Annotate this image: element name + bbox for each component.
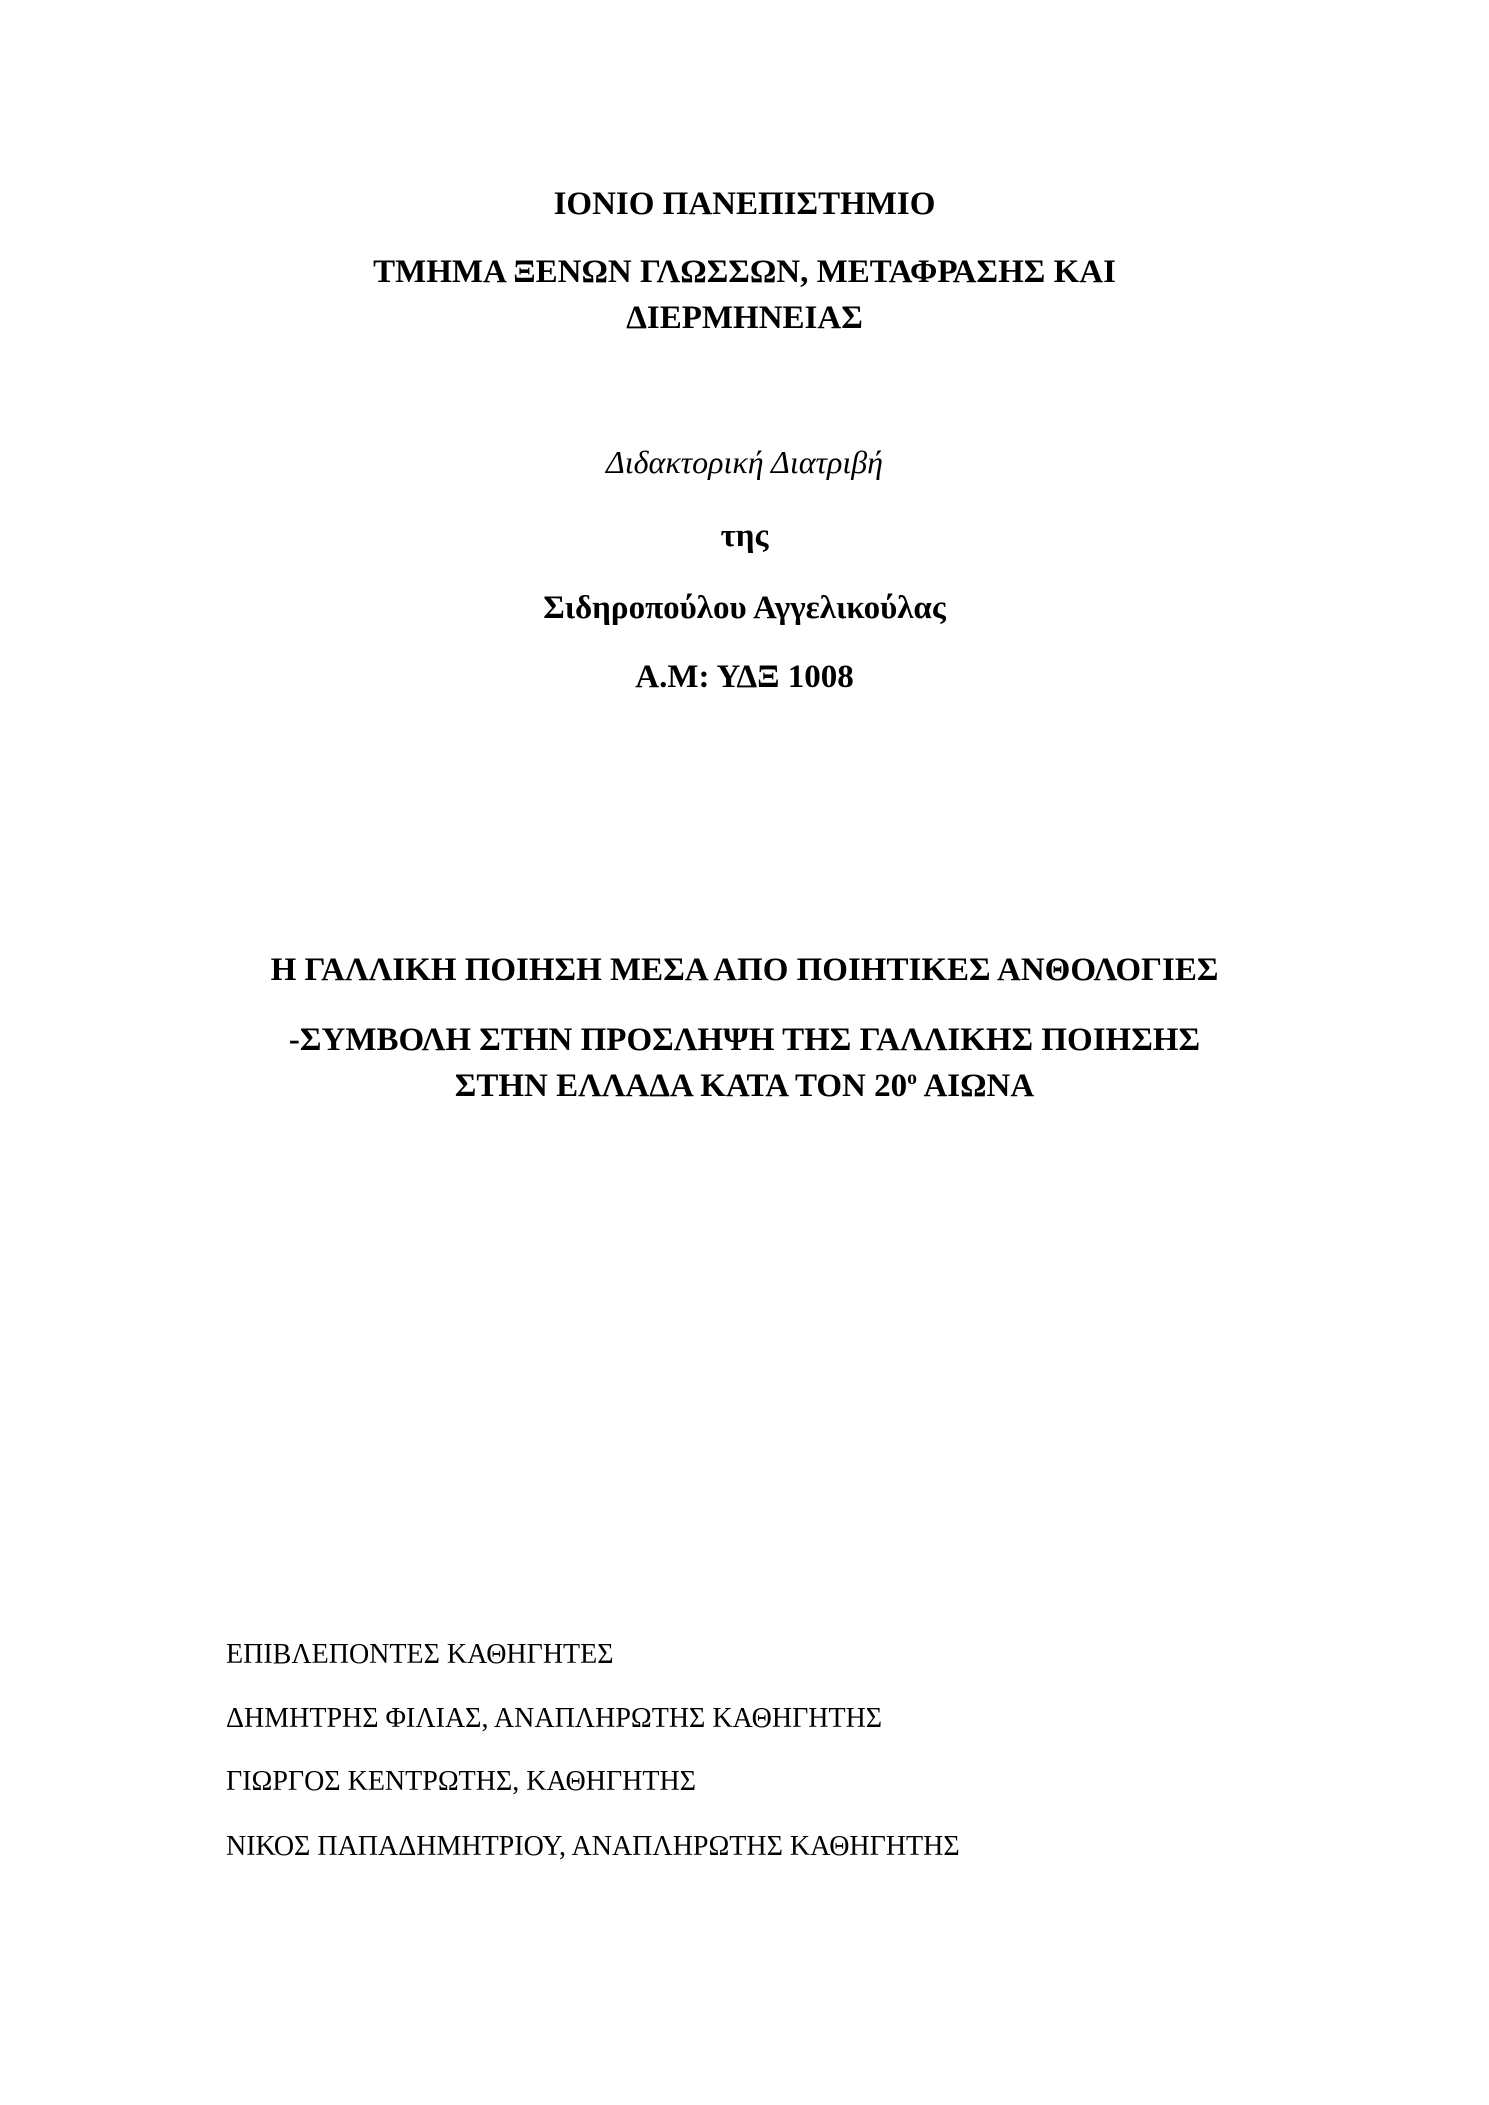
thesis-title-line-1: Η ΓΑΛΛΙΚΗ ΠΟΙΗΣΗ ΜΕΣΑ ΑΠΟ ΠΟΙΗΤΙΚΕΣ ΑΝΘΟΛΟΓΙΕΣ bbox=[270, 952, 1219, 988]
thesis-type: Διδακτορική Διατριβή bbox=[605, 444, 884, 480]
supervisors-heading: ΕΠΙΒΛΕΠΟΝΤΕΣ ΚΑΘΗΓΗΤΕΣ bbox=[226, 1639, 614, 1670]
thesis-title-line-3-suffix: ΑΙΩΝΑ bbox=[917, 1068, 1035, 1104]
supervisor-item: ΓΙΩΡΓΟΣ ΚΕΝΤΡΩΤΗΣ, ΚΑΘΗΓΗΤΗΣ bbox=[226, 1766, 697, 1797]
thesis-title-line-3-prefix: ΣΤΗΝ ΕΛΛΑΔΑ ΚΑΤΑ ΤΟΝ 20 bbox=[454, 1068, 908, 1104]
registration-number: Α.Μ: ΥΔΞ 1008 bbox=[635, 659, 854, 695]
author-name: Σιδηροπούλου Αγγελικούλας bbox=[543, 590, 946, 626]
thesis-title-line-2: -ΣΥΜΒΟΛΗ ΣΤΗΝ ΠΡΟΣΛΗΨΗ ΤΗΣ ΓΑΛΛΙΚΗΣ ΠΟΙΗΣΗΣ bbox=[288, 1022, 1201, 1058]
university-name: ΙΟΝΙΟ ΠΑΝΕΠΙΣΤΗΜΙΟ bbox=[553, 186, 936, 222]
thesis-title-line-3 bbox=[0, 1066, 1489, 1106]
ordinal-superscript: ο bbox=[907, 1067, 918, 1089]
department-name-line-1: ΤΜΗΜΑ ΞΕΝΩΝ ΓΛΩΣΣΩΝ, ΜΕΤΑΦΡΑΣΗΣ ΚΑΙ bbox=[373, 254, 1116, 290]
thesis-of: της bbox=[720, 518, 769, 554]
supervisor-item: ΝΙΚΟΣ ΠΑΠΑΔΗΜΗΤΡΙΟΥ, ΑΝΑΠΛΗΡΩΤΗΣ ΚΑΘΗΓΗΤΗΣ bbox=[226, 1831, 960, 1862]
department-name-line-2: ΔΙΕΡΜΗΝΕΙΑΣ bbox=[626, 300, 863, 336]
supervisor-item: ΔΗΜΗΤΡΗΣ ΦΙΛΙΑΣ, ΑΝΑΠΛΗΡΩΤΗΣ ΚΑΘΗΓΗΤΗΣ bbox=[226, 1703, 883, 1734]
